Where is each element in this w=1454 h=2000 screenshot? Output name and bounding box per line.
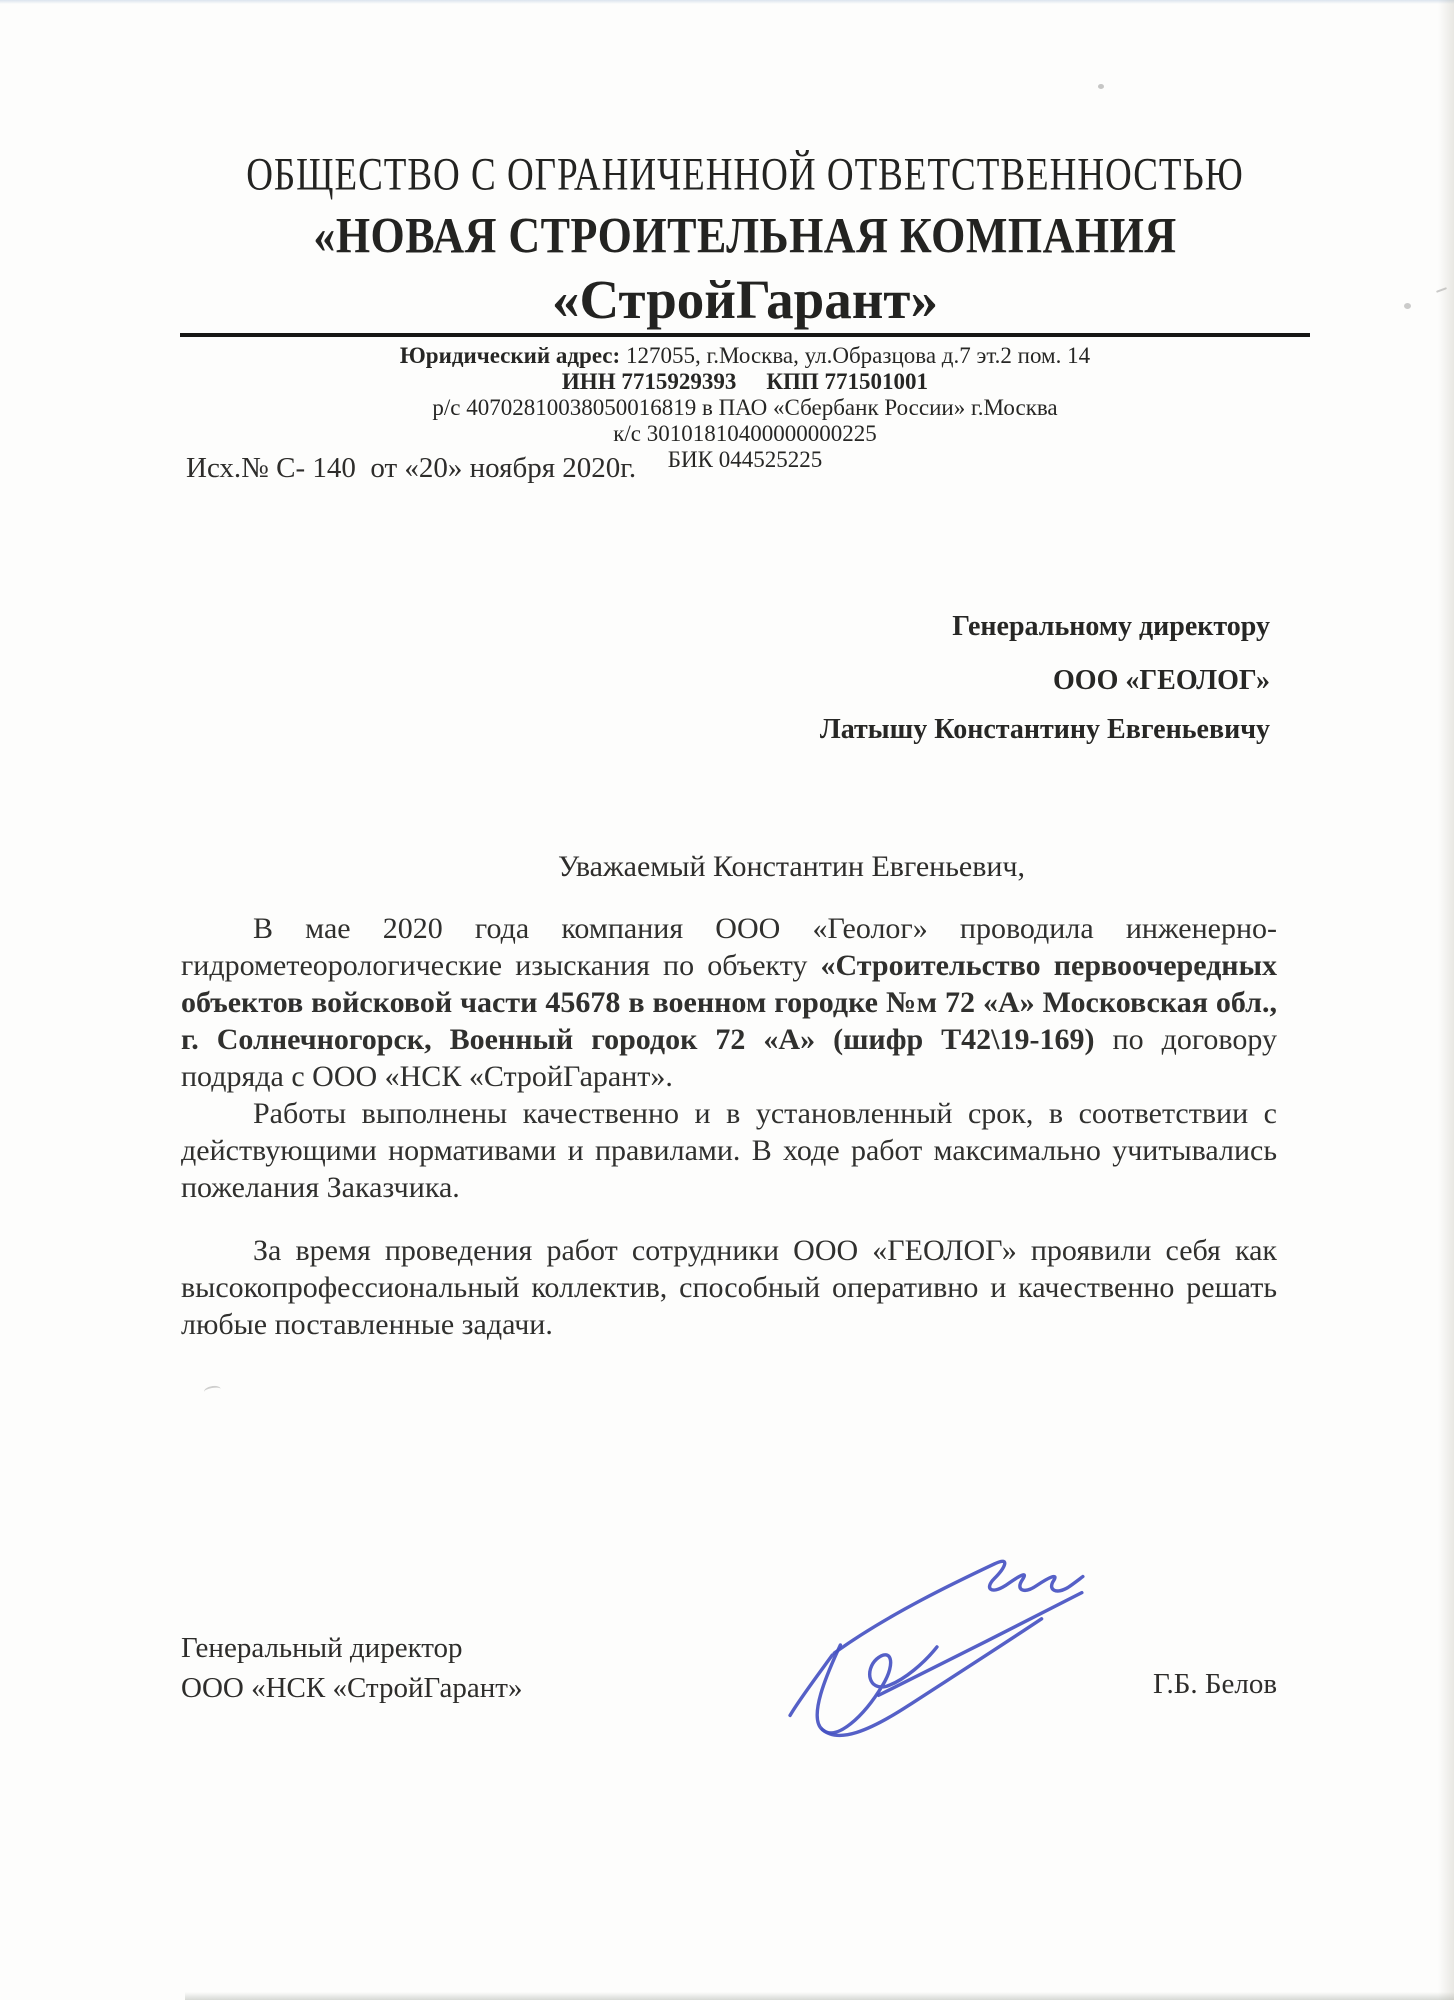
addressee-position: Генеральному директору — [952, 611, 1270, 642]
addressee-block — [820, 610, 1270, 747]
paragraph-1-start: В мае 2020 года компания ООО «Геолог» проводила инженерно-гидрометеорологические изыскания по объекту — [181, 912, 1277, 982]
inn-value: ИНН 7715929393 — [561, 369, 737, 394]
kpp-value: КПП 771501001 — [766, 369, 929, 394]
signatory-org: ООО «НСК «СтройГарант» — [181, 1672, 523, 1704]
legal-address-label: Юридический адрес: — [399, 343, 621, 368]
signature-stroke — [834, 1561, 1082, 1653]
salutation: Уважаемый Константин Евгеньевич, — [558, 850, 1026, 883]
bik-line: БИК 044525225 — [667, 447, 823, 472]
signatory-title: Генеральный директор — [181, 1632, 463, 1664]
company-short-name: «СтройГарант» — [552, 269, 938, 330]
addressee-name: Латышу Константину Евгеньевичу — [819, 714, 1270, 745]
scan-artifact — [1098, 84, 1104, 89]
scan-artifact — [1404, 303, 1411, 309]
paragraph-1 — [181, 910, 1277, 1095]
signature-stroke — [817, 1645, 937, 1733]
bank-account-line: р/с 40702810038050016819 в ПАО «Сбербанк России» г.Москва — [432, 395, 1058, 420]
signature-stroke — [790, 1655, 832, 1715]
org-type-line: ОБЩЕСТВО С ОГРАНИЧЕННОЙ ОТВЕТСТВЕННОСТЬЮ — [246, 149, 1244, 201]
scan-artifact — [203, 1385, 221, 1397]
paragraph-1-object-bold: «Строительство первоочередных объектов войсковой части 45678 в военном городке №м 72 «А» Московская обл., г. Солнечногорск, Военный городок 72 «А» (шифр Т42\19-169) — [181, 949, 1277, 1056]
company-name-line: «НОВАЯ СТРОИТЕЛЬНАЯ КОМПАНИЯ — [313, 207, 1177, 264]
signatory-title-block — [181, 1628, 522, 1708]
scan-edge-bottom — [185, 1992, 1454, 2000]
letterhead-divider — [180, 333, 1310, 337]
scan-edge-right — [1438, 0, 1454, 2000]
corr-account-line: к/с 30101810400000000225 — [613, 421, 877, 446]
outgoing-number-line: Исх.№ С- 140 от «20» ноября 2020г. — [186, 452, 637, 484]
paragraph-3: За время проведения работ сотрудники ООО «ГЕОЛОГ» проявили себя как высокопрофессиональный коллектив, способный оперативно и качественно решать любые поставленные задачи. — [181, 1234, 1277, 1341]
addressee-company: ООО «ГЕОЛОГ» — [1053, 665, 1270, 696]
letter-body — [181, 910, 1277, 1343]
scan-edge-top — [0, 0, 1454, 4]
paragraph-1-end: по договору подряда с ООО «НСК «СтройГарант». — [181, 1023, 1277, 1093]
signee-name: Г.Б. Белов — [1153, 1668, 1278, 1700]
legal-address-line — [38, 343, 1452, 369]
handwritten-signature-ink — [778, 1518, 1110, 1780]
legal-address-value: 127055, г.Москва, ул.Образцова д.7 эт.2 пом. 14 — [625, 343, 1091, 368]
inn-kpp-line — [38, 369, 1452, 395]
paragraph-2: Работы выполнены качественно и в установленный срок, в соответствии с действующими нормативами и правилами. В ходе работ максимально учитывались пожелания Заказчика. — [181, 1097, 1277, 1204]
